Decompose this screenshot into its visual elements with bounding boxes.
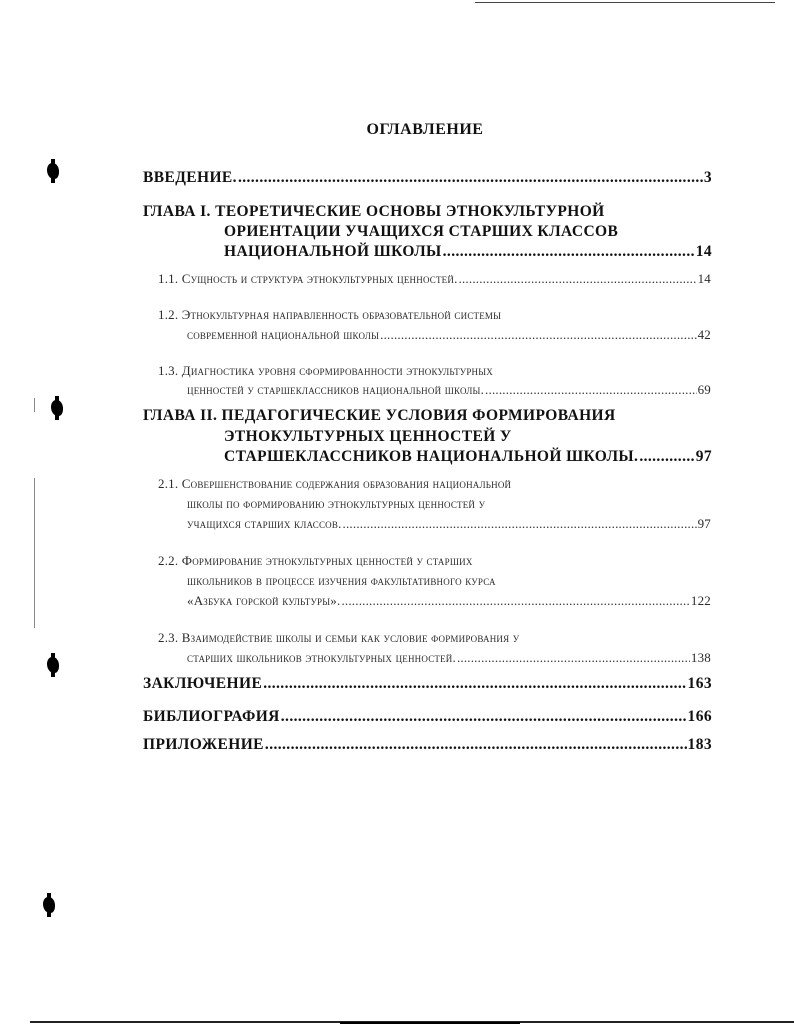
toc-entry-introduction xyxy=(143,169,712,187)
toc-entry-section-1-3 xyxy=(187,382,711,398)
toc-chapter-2-title-line-1: ГЛАВА II. ПЕДАГОГИЧЕСКИЕ УСЛОВИЯ ФОРМИРОВАНИЯ xyxy=(143,407,616,424)
toc-chapter-2-title-line-2: ЭТНОКУЛЬТУРНЫХ ЦЕННОСТЕЙ У xyxy=(224,428,512,445)
toc-entry-chapter-1 xyxy=(224,243,712,261)
toc-leader-dots xyxy=(341,593,689,609)
toc-section-1-3-line-1: 1.3. Диагностика уровня сформированности этнокультурных xyxy=(158,363,493,378)
toc-page-number: 166 xyxy=(687,708,712,725)
toc-leader-dots xyxy=(485,382,697,398)
toc-page-number: 14 xyxy=(695,243,712,260)
toc-section-2-1-line-2: школы по формированию этнокультурных ценностей у xyxy=(187,496,486,511)
toc-leader-dots xyxy=(238,169,703,187)
toc-page-number: 163 xyxy=(687,675,712,692)
toc-page-number: 42 xyxy=(697,327,711,342)
toc-leader-dots xyxy=(265,736,687,754)
toc-entry-label: СТАРШЕКЛАССНИКОВ НАЦИОНАЛЬНОЙ ШКОЛЫ. xyxy=(224,448,639,465)
toc-leader-dots xyxy=(343,516,697,532)
toc-page-number: 97 xyxy=(697,516,711,531)
toc-page-number: 138 xyxy=(690,650,711,665)
scan-edge-line-top xyxy=(475,2,775,3)
toc-page-number: 14 xyxy=(697,271,711,286)
toc-entry-label: ЗАКЛЮЧЕНИЕ xyxy=(143,675,263,692)
toc-leader-dots xyxy=(380,327,696,343)
toc-entry-label: учащихся старших классов. xyxy=(187,516,342,531)
toc-section-2-1-line-1: 2.1. Совершенствование содержания образования национальной xyxy=(158,476,512,491)
toc-leader-dots xyxy=(281,708,687,726)
toc-section-2-2-line-2: школьников в процессе изучения факультативного курса xyxy=(187,573,496,588)
toc-entry-section-1-2 xyxy=(187,327,711,343)
toc-entry-chapter-2 xyxy=(224,448,712,466)
toc-entry-appendix xyxy=(143,736,712,754)
toc-entry-section-2-1 xyxy=(187,516,711,532)
toc-entry-label: БИБЛИОГРАФИЯ xyxy=(143,708,280,725)
binder-hole-mark xyxy=(51,400,63,416)
toc-section-2-2-line-1: 2.2. Формирование этнокультурных ценностей у старших xyxy=(158,553,473,568)
scan-edge-mark xyxy=(34,478,35,628)
toc-chapter-1-title-line-1: ГЛАВА I. ТЕОРЕТИЧЕСКИЕ ОСНОВЫ ЭТНОКУЛЬТУРНОЙ xyxy=(143,203,605,220)
binder-hole-mark xyxy=(47,163,59,179)
binder-hole-mark xyxy=(47,657,59,673)
toc-entry-label: ВВЕДЕНИЕ. xyxy=(143,169,237,186)
toc-entry-label: старших школьников этнокультурных ценностей. xyxy=(187,650,456,665)
toc-entry-label: «Азбука горской культуры». xyxy=(187,593,341,608)
toc-page-number: 97 xyxy=(695,448,712,465)
scan-edge-mark xyxy=(34,398,35,412)
toc-entry-section-2-2 xyxy=(187,593,711,609)
page-title: ОГЛАВЛЕНИЕ xyxy=(366,121,484,138)
binder-hole-mark xyxy=(43,897,55,913)
toc-leader-dots xyxy=(459,271,697,287)
toc-section-1-2-line-1: 1.2. Этнокультурная направленность образовательной системы xyxy=(158,307,502,322)
toc-page-number: 3 xyxy=(703,169,712,186)
toc-entry-label: ПРИЛОЖЕНИЕ xyxy=(143,736,264,753)
toc-page-number: 69 xyxy=(697,382,711,397)
toc-entry-section-2-3 xyxy=(187,650,711,666)
toc-leader-dots xyxy=(263,675,686,693)
toc-leader-dots xyxy=(639,448,694,466)
toc-entry-label: НАЦИОНАЛЬНОЙ ШКОЛЫ xyxy=(224,243,442,260)
toc-leader-dots xyxy=(457,650,690,666)
toc-entry-section-1-1 xyxy=(158,271,711,287)
toc-chapter-1-title-line-2: ОРИЕНТАЦИИ УЧАЩИХСЯ СТАРШИХ КЛАССОВ xyxy=(224,223,619,240)
toc-entry-conclusion xyxy=(143,675,712,693)
toc-entry-label: современной национальной школы xyxy=(187,327,380,342)
scan-edge-line-bottom xyxy=(30,1021,794,1023)
toc-leader-dots xyxy=(443,243,695,261)
toc-entry-label: 1.1. Сущность и структура этнокультурных ценностей. xyxy=(158,271,458,286)
toc-section-2-3-line-1: 2.3. Взаимодействие школы и семьи как условие формирования у xyxy=(158,630,520,645)
toc-entry-bibliography xyxy=(143,708,712,726)
toc-entry-label: ценностей у старшеклассников национальной школы. xyxy=(187,382,485,397)
toc-page-number: 122 xyxy=(690,593,711,608)
toc-page-number: 183 xyxy=(687,736,712,753)
